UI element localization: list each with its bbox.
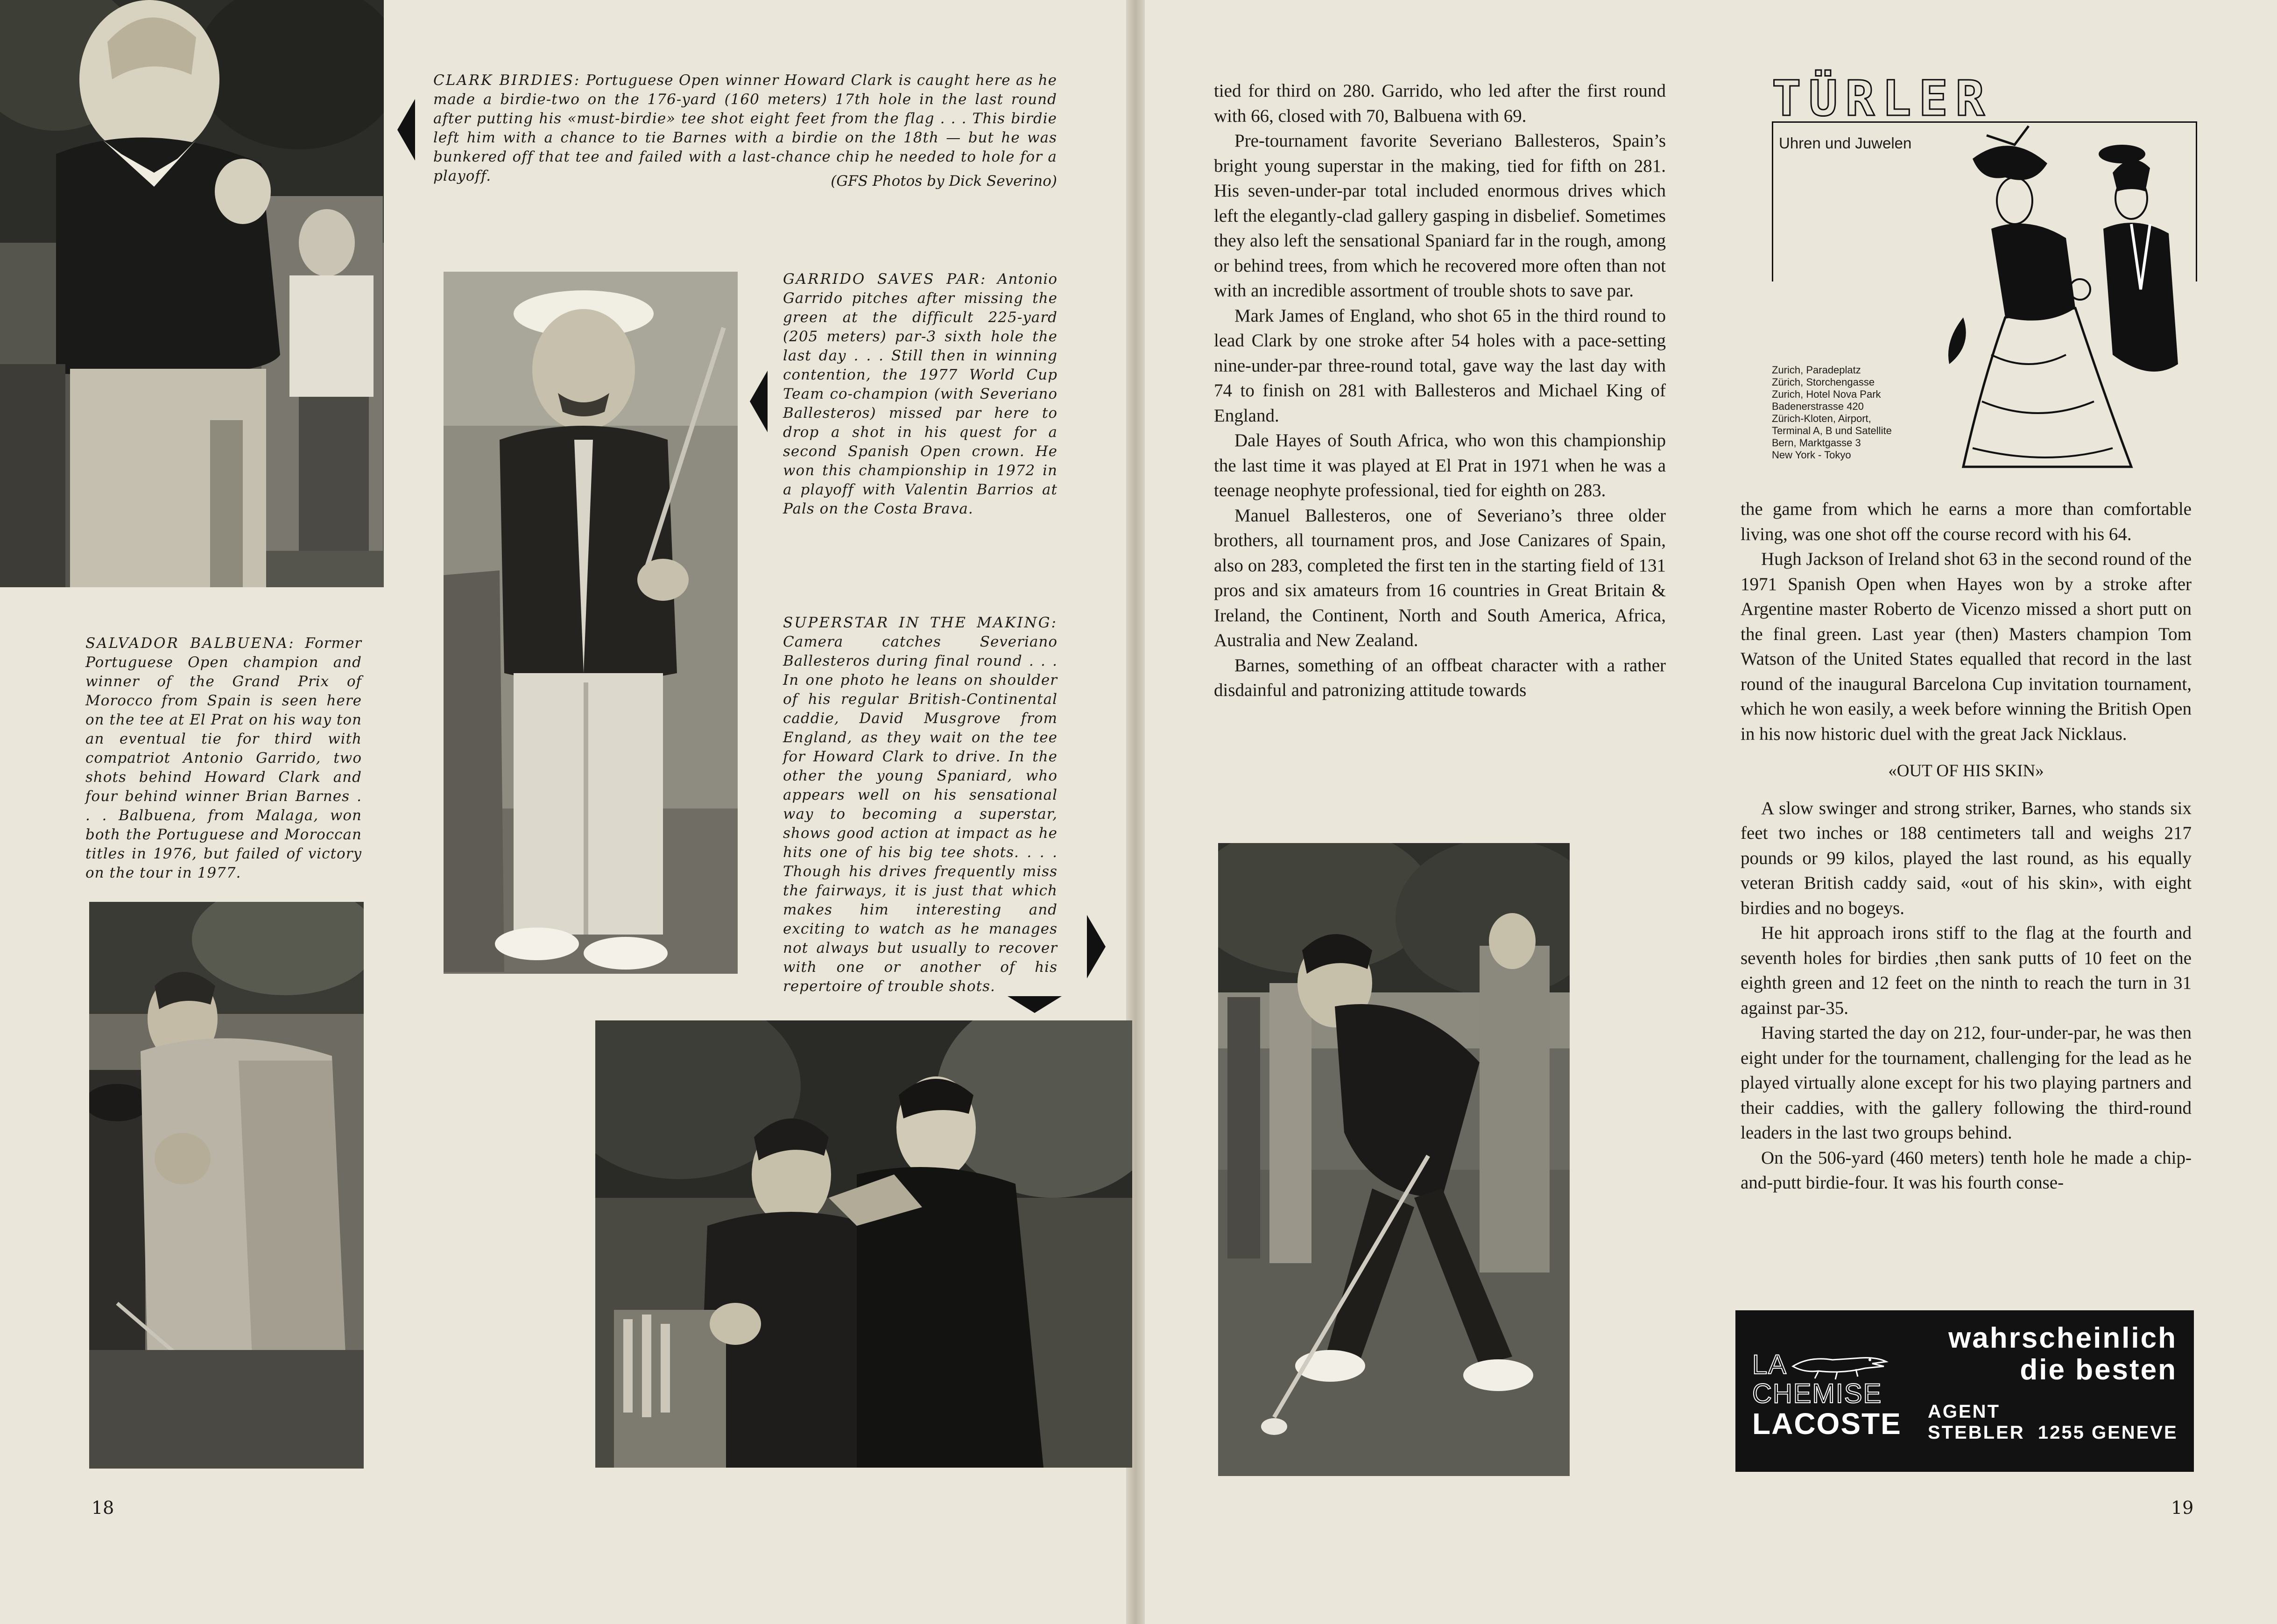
article-para: Mark James of England, who shot 65 in the third round to lead Clark by one stroke after 54 holes with a pace-setting nine-under-par three-round total, gave way the last day with 74 to finish on 281 with Ballesteros and Michael King of England. <box>1214 305 1666 426</box>
article-para: tied for third on 280. Garrido, who led after the first round with 66, closed with 70, Balbuena with 69. <box>1214 81 1666 126</box>
lacoste-agent-name: STEBLER 1255 GENEVE <box>1928 1422 2178 1443</box>
turler-address: Zürich, Storchengasse <box>1772 376 1875 388</box>
lacoste-agent-label: AGENT <box>1928 1401 2000 1422</box>
article-column-2 <box>1741 497 2192 1195</box>
turler-tagline: Uhren und Juwelen <box>1779 134 1912 152</box>
pointer-arrow-superstar-down <box>1008 996 1062 1013</box>
caption-balbuena-body: Former Portuguese Open champion and winner of the Grand Prix of Morocco from Spain is seen here on the tee at El Prat on his way ton an eventual tie for third with compatriot Antonio Garrido, two shots behind Howard Clark and four behind winner Brian Barnes . . . Balbuena, from Malaga, won both the Portuguese and Moroccan titles in 1976, but failed of victory on the tour in 1977. <box>85 635 362 881</box>
article-para: the game from which he earns a more than comfortable living, was one shot off the course record with his 64. <box>1741 499 2192 544</box>
caption-garrido-body: Antonio Garrido pitches after missing the green at the difficult 225-yard (205 meters) par-3 sixth hole the last day . . . Still then in winning contention, the 1977 World Cup Team co-champion (with Severiano Ballesteros) missed par here to drop a shot in his quest for a second Spanish Open crown. He won this championship in 1972 in a playoff with Valentin Barrios at Pals on the Costa Brava. <box>783 271 1057 517</box>
caption-balbuena-head: SALVADOR BALBUENA: <box>85 635 295 652</box>
turler-address: Bern, Marktgasse 3 <box>1772 437 1861 449</box>
page-number-right: 19 <box>2171 1497 2194 1518</box>
lacoste-slogan-line1: wahrscheinlich <box>1948 1322 2177 1354</box>
caption-clark-head: CLARK BIRDIES: <box>433 72 581 89</box>
article-column-1 <box>1214 78 1666 703</box>
turler-address: Zurich, Paradeplatz <box>1772 364 1861 376</box>
photo-howard-clark <box>0 0 384 587</box>
pointer-arrow-superstar-right <box>1087 915 1106 978</box>
ad-lacoste <box>1735 1310 2194 1472</box>
article-para: Dale Hayes of South Africa, who won this championship the last time it was played at El Prat in 1971 when he was a teenage neophyte professional, tied for eighth on 283. <box>1214 430 1666 500</box>
pointer-arrow-clark <box>397 99 415 161</box>
article-para: Manuel Ballesteros, one of Severiano’s three older brothers, all tournament pros, and Jose Canizares of Spain, also on 283, completed the first ten in the starting field of 131 pros and six amateurs from 16 countries in Great Britain & Ireland, the Continent, North and South America, Africa, Australia and New Zealand. <box>1214 505 1666 650</box>
caption-garrido <box>783 270 1057 519</box>
caption-clark <box>433 71 1057 186</box>
photo-antonio-garrido <box>444 272 738 974</box>
turler-address: Zurich, Hotel Nova Park <box>1772 388 1881 400</box>
pointer-arrow-garrido <box>750 371 768 432</box>
caption-superstar-head: SUPERSTAR IN THE MAKING: <box>783 614 1057 631</box>
page-number-left: 18 <box>92 1497 114 1518</box>
caption-garrido-head: GARRIDO SAVES PAR: <box>783 271 987 288</box>
turler-addresses <box>1772 364 1892 461</box>
turler-brand: TÜRLER <box>1772 70 1992 127</box>
lacoste-logo-la: LA <box>1752 1350 1787 1380</box>
lacoste-logo-wordmark: LACOSTE <box>1752 1407 1902 1441</box>
article-subhead: «OUT OF HIS SKIN» <box>1888 761 2044 780</box>
article-para: On the 506-yard (460 meters) tenth hole he made a chip-and-putt birdie-four. It was his fourth conse- <box>1741 1147 2192 1193</box>
article-para: He hit approach irons stiff to the flag at the fourth and seventh holes for birdies ,then sank putts of 10 feet on the eighth green and 12 feet on the ninth to reach the turn in 31 against par-35. <box>1741 923 2192 1018</box>
crocodile-icon <box>1791 1348 1889 1380</box>
article-para: Hugh Jackson of Ireland shot 63 in the second round of the 1971 Spanish Open when Hayes won by a stroke after Argentine master Roberto de Vicenzo missed a short putt on the final green. Last year (then) Masters champion Tom Watson of the United States equalled that record in the last round of the inaugural Barcelona Cup invitation tournament, which he won easily, a week before winning the British Open in his now historic duel with the great Jack Nicklaus. <box>1741 549 2192 744</box>
ad-turler <box>1758 65 2208 485</box>
photo-ballesteros-tee-shot <box>1218 843 1570 1476</box>
caption-clark-body: Portuguese Open winner Howard Clark is caught here as he made a birdie-two on the 176-yard (160 meters) 17th hole in the last round after putting his «must-birdie» tee shot eight feet from the flag . . . This birdie left him with a chance to tie Barnes with a birdie on the 18th — but he was bunkered off that tee and failed with a last-chance chip he needed to hole for a playoff. <box>433 72 1057 184</box>
lacoste-slogan-line2: die besten <box>2020 1354 2177 1386</box>
caption-superstar <box>783 613 1057 996</box>
turler-address: Zürich-Kloten, Airport, <box>1772 413 1871 424</box>
article-para: A slow swinger and strong striker, Barnes, who stands six feet two inches or 188 centimeters tall and weighs 217 pounds or 99 kilos, played the last round, as his equally veteran British caddy said, «out of his skin», with eight birdies and no bogeys. <box>1741 798 2192 918</box>
caption-superstar-body: Camera catches Severiano Ballesteros during final round . . . In one photo he leans on shoulder of his regular British-Continental caddie, David Musgrove from England, as they wait on the tee for Howard Clark to drive. In the other the young Spaniard, who appears well on his sensational way to becoming a superstar, shows good action at impact as he hits one of his big tee shots. . . . Though his drives frequently miss the fairways, it is just that which makes him interesting and exciting to watch as he manages not always but usually to recover with one or another of his repertoire of trouble shots. <box>783 633 1057 995</box>
article-para: Having started the day on 212, four-under-par, he was then eight under for the tournament, challenging for the lead as he played virtually alone except for his two playing partners and their caddies, with the gallery following the third-round leaders in the last two groups behind. <box>1741 1023 2192 1143</box>
article-para: Pre-tournament favorite Severiano Ballesteros, Spain’s bright young superstar in the making, tied for fifth on 281. His seven-under-par total included enormous drives which left the elegantly-clad gallery gasping in disbelief. Sometimes they also left the sensational Spaniard far in the rough, among or behind trees, from which he recovered more often than not with an incredible assortment of trouble shots to save par. <box>1214 131 1666 301</box>
photo-credit: (GFS Photos by Dick Severino) <box>831 173 1057 190</box>
caption-balbuena <box>85 634 362 883</box>
turler-address: Terminal A, B und Satellite <box>1772 425 1892 436</box>
photo-salvador-balbuena <box>89 902 364 1469</box>
photo-ballesteros-with-caddie <box>595 1020 1132 1468</box>
article-para: Barnes, something of an offbeat character with a rather disdainful and patronizing attitude towards <box>1214 655 1666 700</box>
turler-address: New York - Tokyo <box>1772 449 1851 461</box>
turler-couple-illustration <box>1935 121 2197 481</box>
turler-address: Badenerstrasse 420 <box>1772 401 1864 412</box>
lacoste-logo-chemise: CHEMISE <box>1752 1378 1882 1409</box>
